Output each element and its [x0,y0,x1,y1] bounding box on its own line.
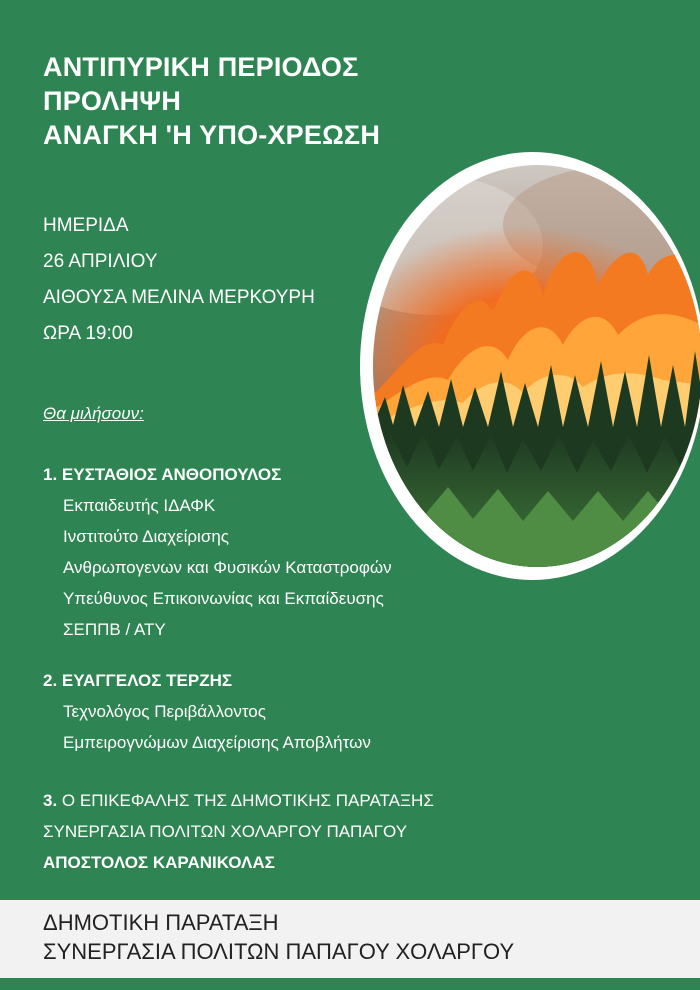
speaker-1-name: ΕΥΣΤΑΘΙΟΣ ΑΝΘΟΠΟΥΛΟΣ [61,465,282,484]
bottom-strip [0,978,700,990]
speaker-2-role-2: Εμπειρογνώμων Διαχείρισης Αποβλήτων [63,733,371,752]
speaker-1-role-1: Εκπαιδευτής ΙΔΑΦΚ [63,496,216,515]
title-line-3: ΑΝΑΓΚΗ 'Η ΥΠΟ-ΧΡΕΩΣΗ [43,120,381,150]
footer-banner [0,900,700,978]
event-type: ΗΜΕΡΙΔΑ [43,215,129,236]
title-line-2: ΠΡΟΛΗΨΗ [43,86,182,116]
speaker-1-role-2: Ινστιτούτο Διαχείρισης [63,527,229,546]
event-venue: ΑΙΘΟΥΣΑ ΜΕΛΙΝΑ ΜΕΡΚΟΥΡΗ [43,287,315,308]
speaker-3 [43,785,434,878]
speaker-1-role-3: Ανθρωπογενων και Φυσικών Καταστροφών [63,558,392,577]
footer-line-2: ΣΥΝΕΡΓΑΣΙΑ ΠΟΛΙΤΩΝ ΠΑΠΑΓΟΥ ΧΟΛΑΡΓΟΥ [43,939,515,964]
speaker-2-number: 2. [43,671,58,690]
event-date: 26 ΑΠΡΙΛΙΟΥ [43,251,158,272]
event-time: ΩΡΑ 19:00 [43,323,133,344]
title-line-1: ΑΝΤΙΠΥΡΙΚΗ ΠΕΡΙΟΔΟΣ [43,52,359,82]
speaker-2 [43,665,371,758]
speaker-2-role-1: Τεχνολόγος Περιβάλλοντος [63,702,266,721]
speaker-1 [43,459,392,645]
footer-line-1: ΔΗΜΟΤΙΚΗ ΠΑΡΑΤΑΞΗ [43,910,279,935]
event-details [43,208,315,352]
speaker-3-name: ΑΠΟΣΤΟΛΟΣ ΚΑΡΑΝΙΚΟΛΑΣ [43,853,275,872]
speaker-3-line-2: ΣΥΝΕΡΓΑΣΙΑ ΠΟΛΙΤΩΝ ΧΟΛΑΡΓΟΥ ΠΑΠΑΓΟΥ [43,822,408,841]
speakers-heading: Θα μιλήσουν: [43,404,144,423]
speaker-3-line-1: Ο ΕΠΙΚΕΦΑΛΗΣ ΤΗΣ ΔΗΜΟΤΙΚΗΣ ΠΑΡΑΤΑΞΗΣ [61,791,434,810]
speaker-2-name: ΕΥΑΓΓΕΛΟΣ ΤΕΡΖΗΣ [61,671,233,690]
speaker-1-role-5: ΣΕΠΠΒ / ΑΤΥ [63,620,166,639]
poster-title [43,50,380,152]
forest-fire-image [373,165,700,567]
speaker-3-number: 3. [43,791,58,810]
forest-fire-image-frame [360,152,700,580]
speaker-1-role-4: Υπεύθυνος Επικοινωνίας και Εκπαίδευσης [63,589,384,608]
speaker-1-number: 1. [43,465,58,484]
